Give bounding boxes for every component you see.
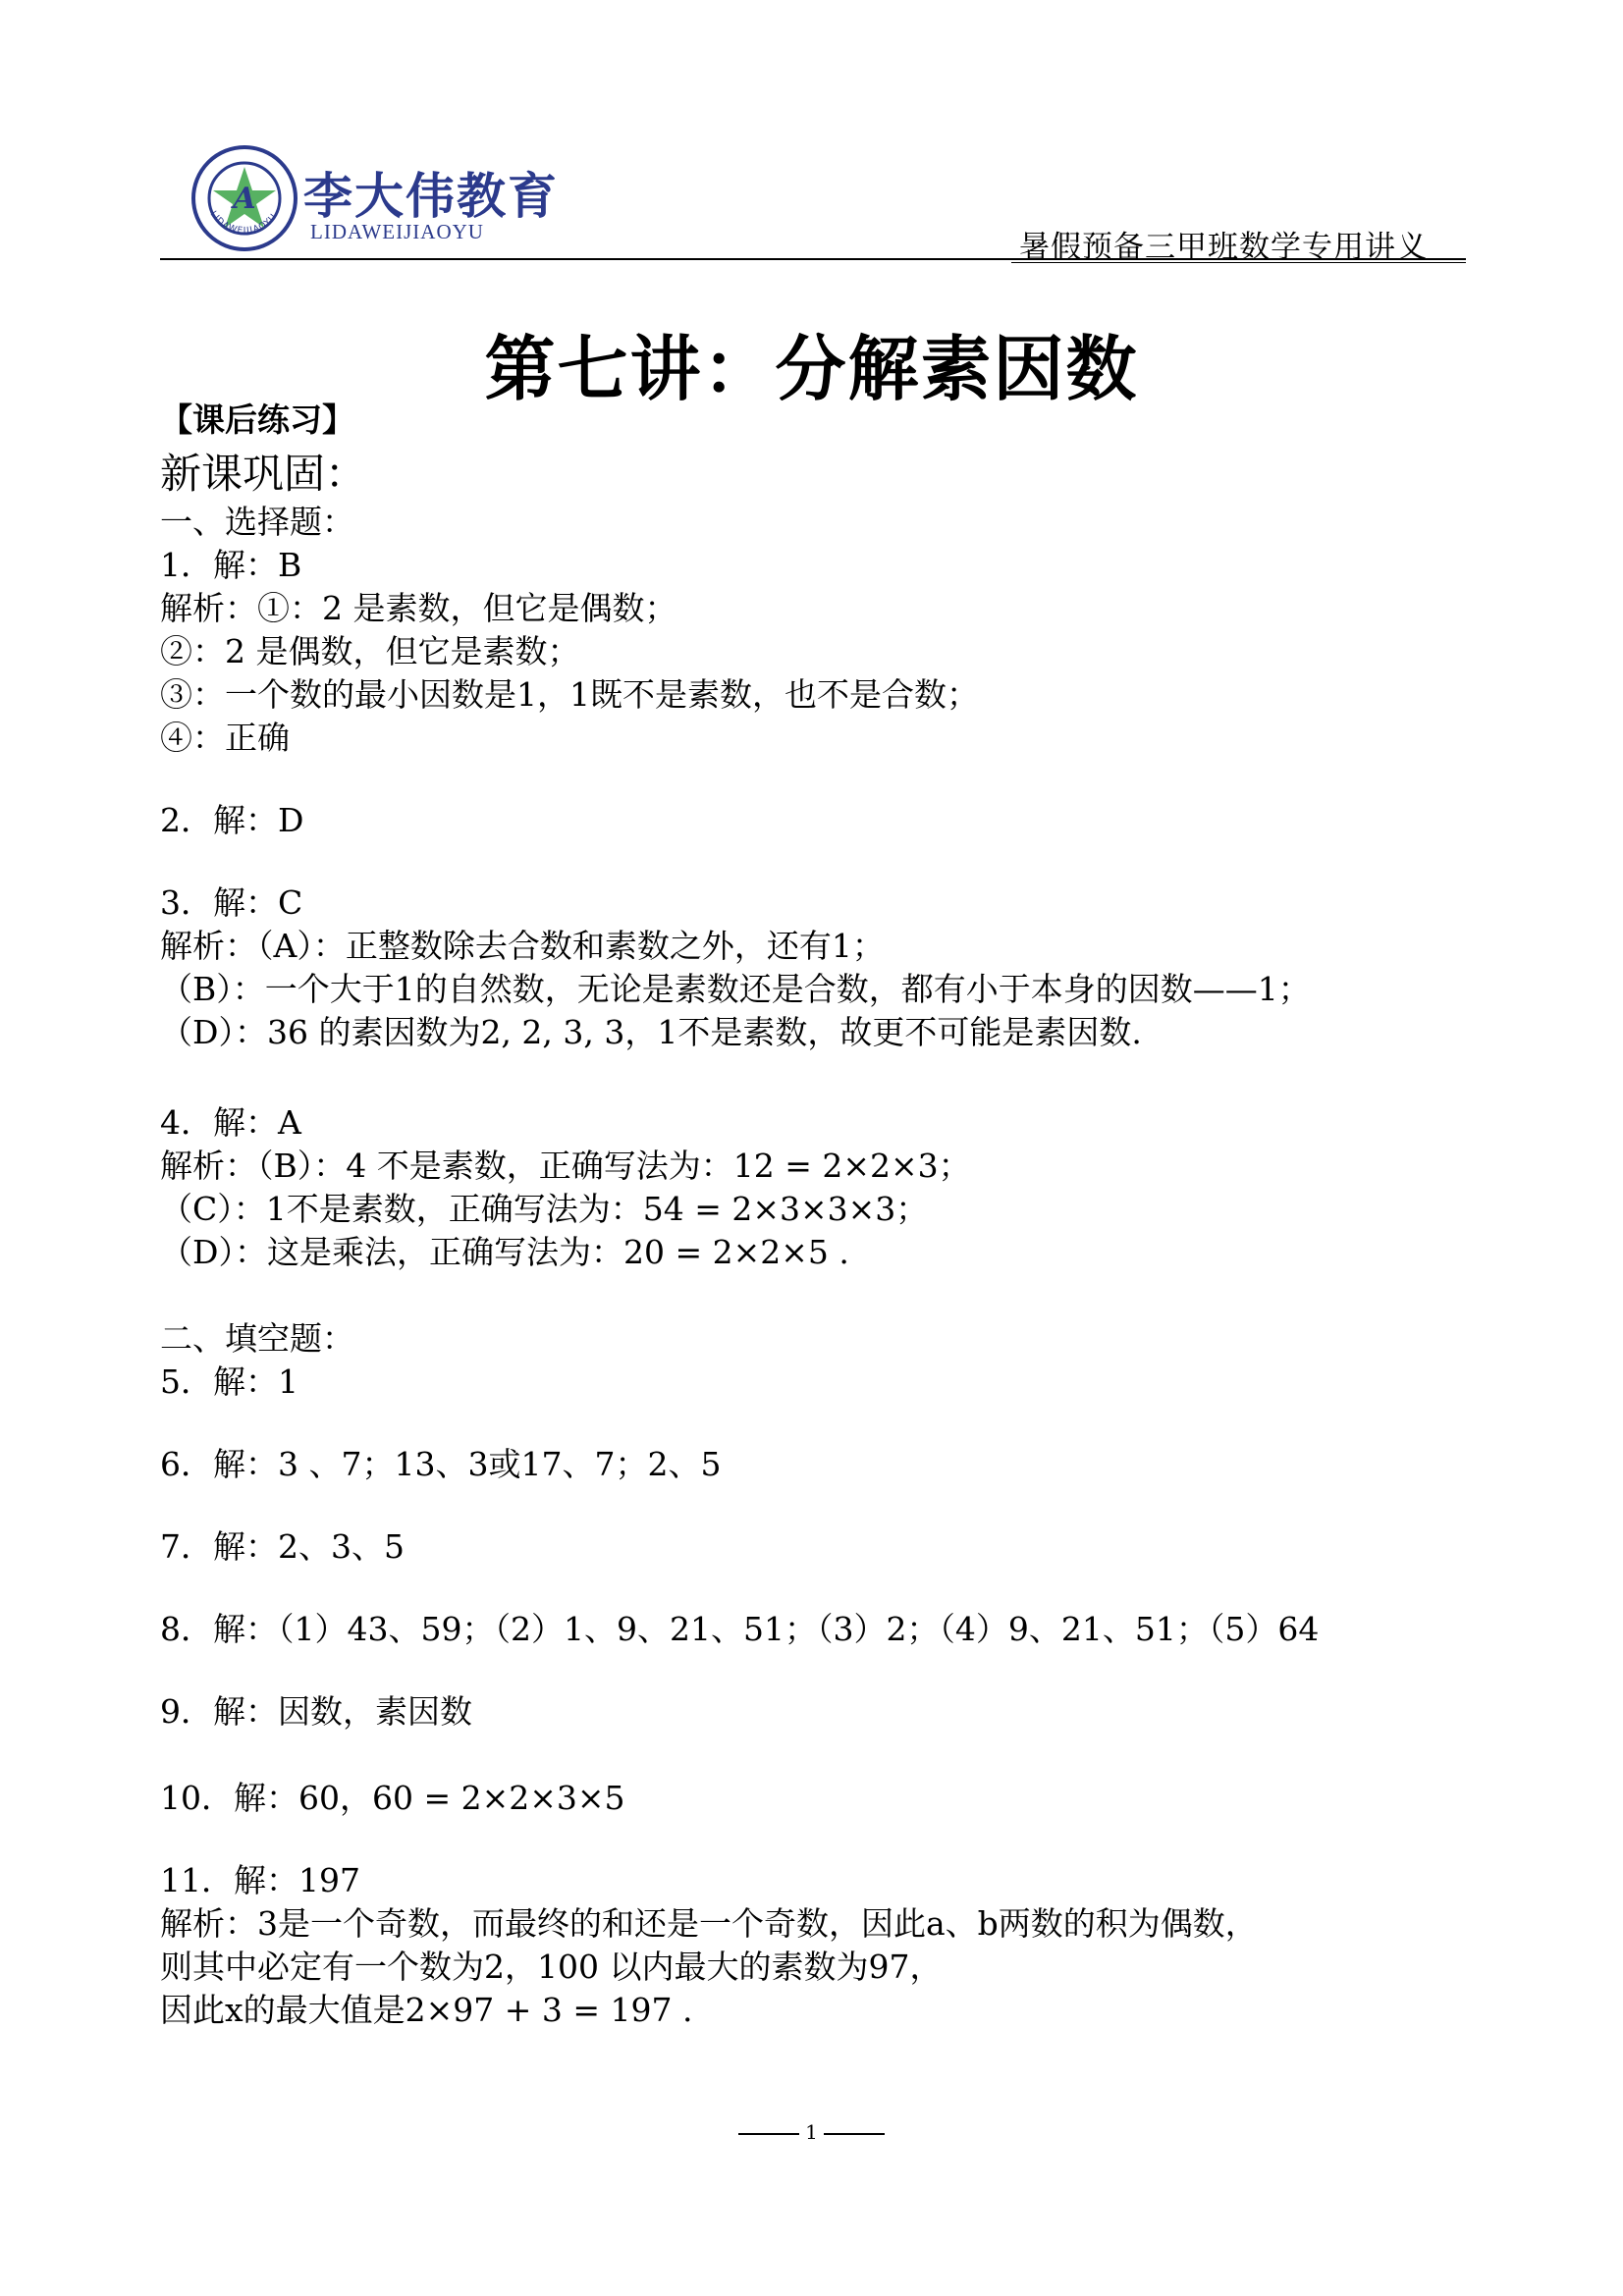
answer-line: 5．解：1 (160, 1362, 298, 1401)
text-line: 解析：（B）：4 不是素数，正确写法为：12 = 2×2×3； (160, 1147, 971, 1185)
svg-text:A: A (233, 182, 256, 216)
header-subtitle: 暑假预备三甲班数学专用讲义 (1019, 230, 1428, 265)
text-line: ②：2 是偶数，但它是素数； (160, 632, 580, 670)
answer-line: 9．解：因数，素因数 (160, 1692, 472, 1731)
svg-text:LIDAWEIJIAOYU: LIDAWEIJIAOYU (207, 209, 280, 237)
page-title: 第七讲：分解素因数 (484, 327, 1139, 410)
text-line: 解析：①：2 是素数，但它是偶数； (160, 589, 677, 627)
text-line: 二、填空题： (160, 1319, 354, 1358)
text-line: 一、选择题： (160, 503, 354, 541)
text-line: （B）：一个大于1的自然数，无论是素数还是合数，都有小于本身的因数——1； (160, 970, 1311, 1008)
text-line: （D）：36 的素因数为2, 2, 3, 3，1不是素数，故更不可能是素因数. (160, 1013, 1142, 1051)
text-line: ④：正确 (160, 719, 290, 757)
answer-line: 6．解：3 、7；13、3或17、7；2、5 (160, 1445, 722, 1483)
text-line: ③：一个数的最小因数是1，1既不是素数，也不是合数； (160, 675, 979, 714)
brand-pinyin: LIDAWEIJIAOYU (310, 220, 484, 243)
answer-line: 11．解：197 (160, 1861, 360, 1899)
subsection-heading: 新课巩固： (160, 450, 367, 498)
answer-line: 3．解：C (160, 883, 303, 922)
text-line: 解析：3是一个奇数，而最终的和还是一个奇数，因此a、b两数的积为偶数， (160, 1904, 1258, 1943)
footer-dash-right (824, 2133, 885, 2135)
section-label: 【课后练习】 (160, 400, 354, 439)
page-footer (0, 2120, 1623, 2144)
answer-line: 2．解：D (160, 801, 304, 839)
brand-name: 李大伟教育 (303, 167, 559, 225)
page-number: 1 (805, 2120, 818, 2144)
answer-line: 7．解：2、3、5 (160, 1527, 405, 1566)
seal-logo-icon (189, 143, 299, 253)
text-line: 解析：（A）：正整数除去合数和素数之外，还有1； (160, 927, 885, 965)
text-line: 因此x的最大值是2×97 + 3 = 197 . (160, 1991, 693, 2029)
header-divider-thin (1011, 262, 1466, 263)
text-line: （D）：这是乘法，正确写法为：20 = 2×2×5 . (160, 1233, 849, 1271)
brand-logo (189, 143, 559, 256)
text-line: （C）：1不是素数，正确写法为：54 = 2×3×3×3； (160, 1190, 929, 1228)
answer-line: 1．解：B (160, 546, 302, 584)
footer-dash-left (738, 2133, 799, 2135)
header-divider (160, 258, 1466, 260)
text-line: 则其中必定有一个数为2，100 以内最大的素数为97， (160, 1948, 943, 1986)
answer-line: 10．解：60，60 = 2×2×3×5 (160, 1779, 625, 1817)
answer-line: 4．解：A (160, 1103, 301, 1142)
answer-line: 8．解：（1）43、59；（2）1、9、21、51；（3）2；（4）9、21、51；（5）64 (160, 1610, 1320, 1648)
